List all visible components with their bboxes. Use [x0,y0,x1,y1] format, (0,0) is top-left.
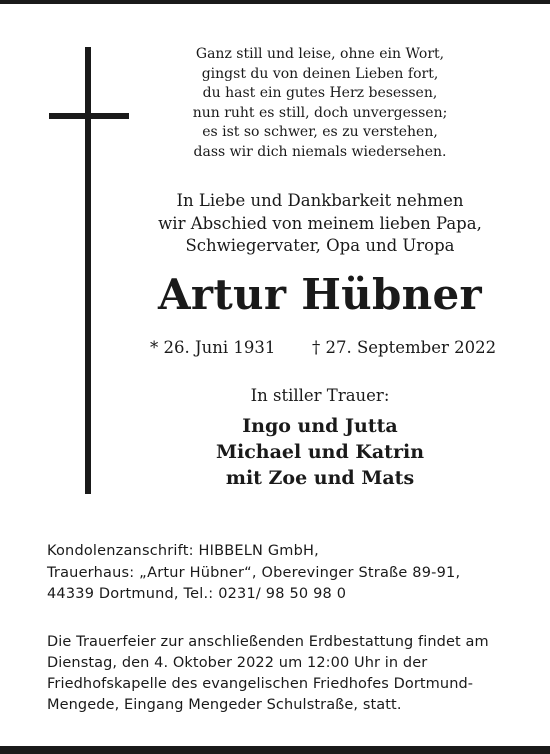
service-line: Friedhofskapelle des evangelischen Friedhofes Dortmund- [47,676,474,692]
poem-line: es ist so schwer, es zu verstehen, [202,124,438,140]
cross-horizontal-bar [49,113,129,119]
poem-line: dass wir dich niemals wiedersehen. [193,143,447,160]
service-line: Die Trauerfeier zur anschließenden Erdbestattung findet am [47,634,489,650]
mourner-line: Ingo und Jutta [242,415,398,437]
birth-date: * 26. Juni 1931 [150,338,276,357]
farewell-intro [135,190,505,258]
deceased-name: Artur Hübner [158,270,482,319]
intro-line: wir Abschied von meinem lieben Papa, [158,213,482,233]
condolence-line: Kondolenzanschrift: HIBBELN GmbH, [47,543,319,559]
condolence-line: Trauerhaus: „Artur Hübner“, Oberevinger Straße 89-91, [47,564,461,581]
intro-line: Schwiegervater, Opa und Uropa [185,236,455,255]
death-date: † 27. September 2022 [312,338,497,357]
service-line: Mengede, Eingang Mengeder Schulstraße, statt. [47,697,402,713]
intro-line: In Liebe und Dankbarkeit nehmen [176,191,464,210]
poem-line: Ganz still und leise, ohne ein Wort, [195,46,445,62]
condolence-line: 44339 Dortmund, Tel.: 0231/ 98 50 98 0 [47,586,347,602]
mourner-line: mit Zoe und Mats [225,467,415,489]
mourners-list [135,413,505,491]
top-border [0,0,550,4]
poem-line: gingst du von deinen Lieben fort, [201,65,439,82]
bottom-border [0,746,550,754]
service-line: Dienstag, den 4. Oktober 2022 um 12:00 Uhr in der [47,655,428,671]
condolence-address [47,541,507,606]
poem-line: nun ruht es still, doch unvergessen; [192,104,448,121]
poem-line: du hast ein gutes Herz besessen, [202,85,438,101]
poem [150,45,490,162]
funeral-service-info [47,632,517,716]
mourner-line: Michael und Katrin [215,441,425,463]
mourning-label: In stiller Trauer: [250,386,390,405]
